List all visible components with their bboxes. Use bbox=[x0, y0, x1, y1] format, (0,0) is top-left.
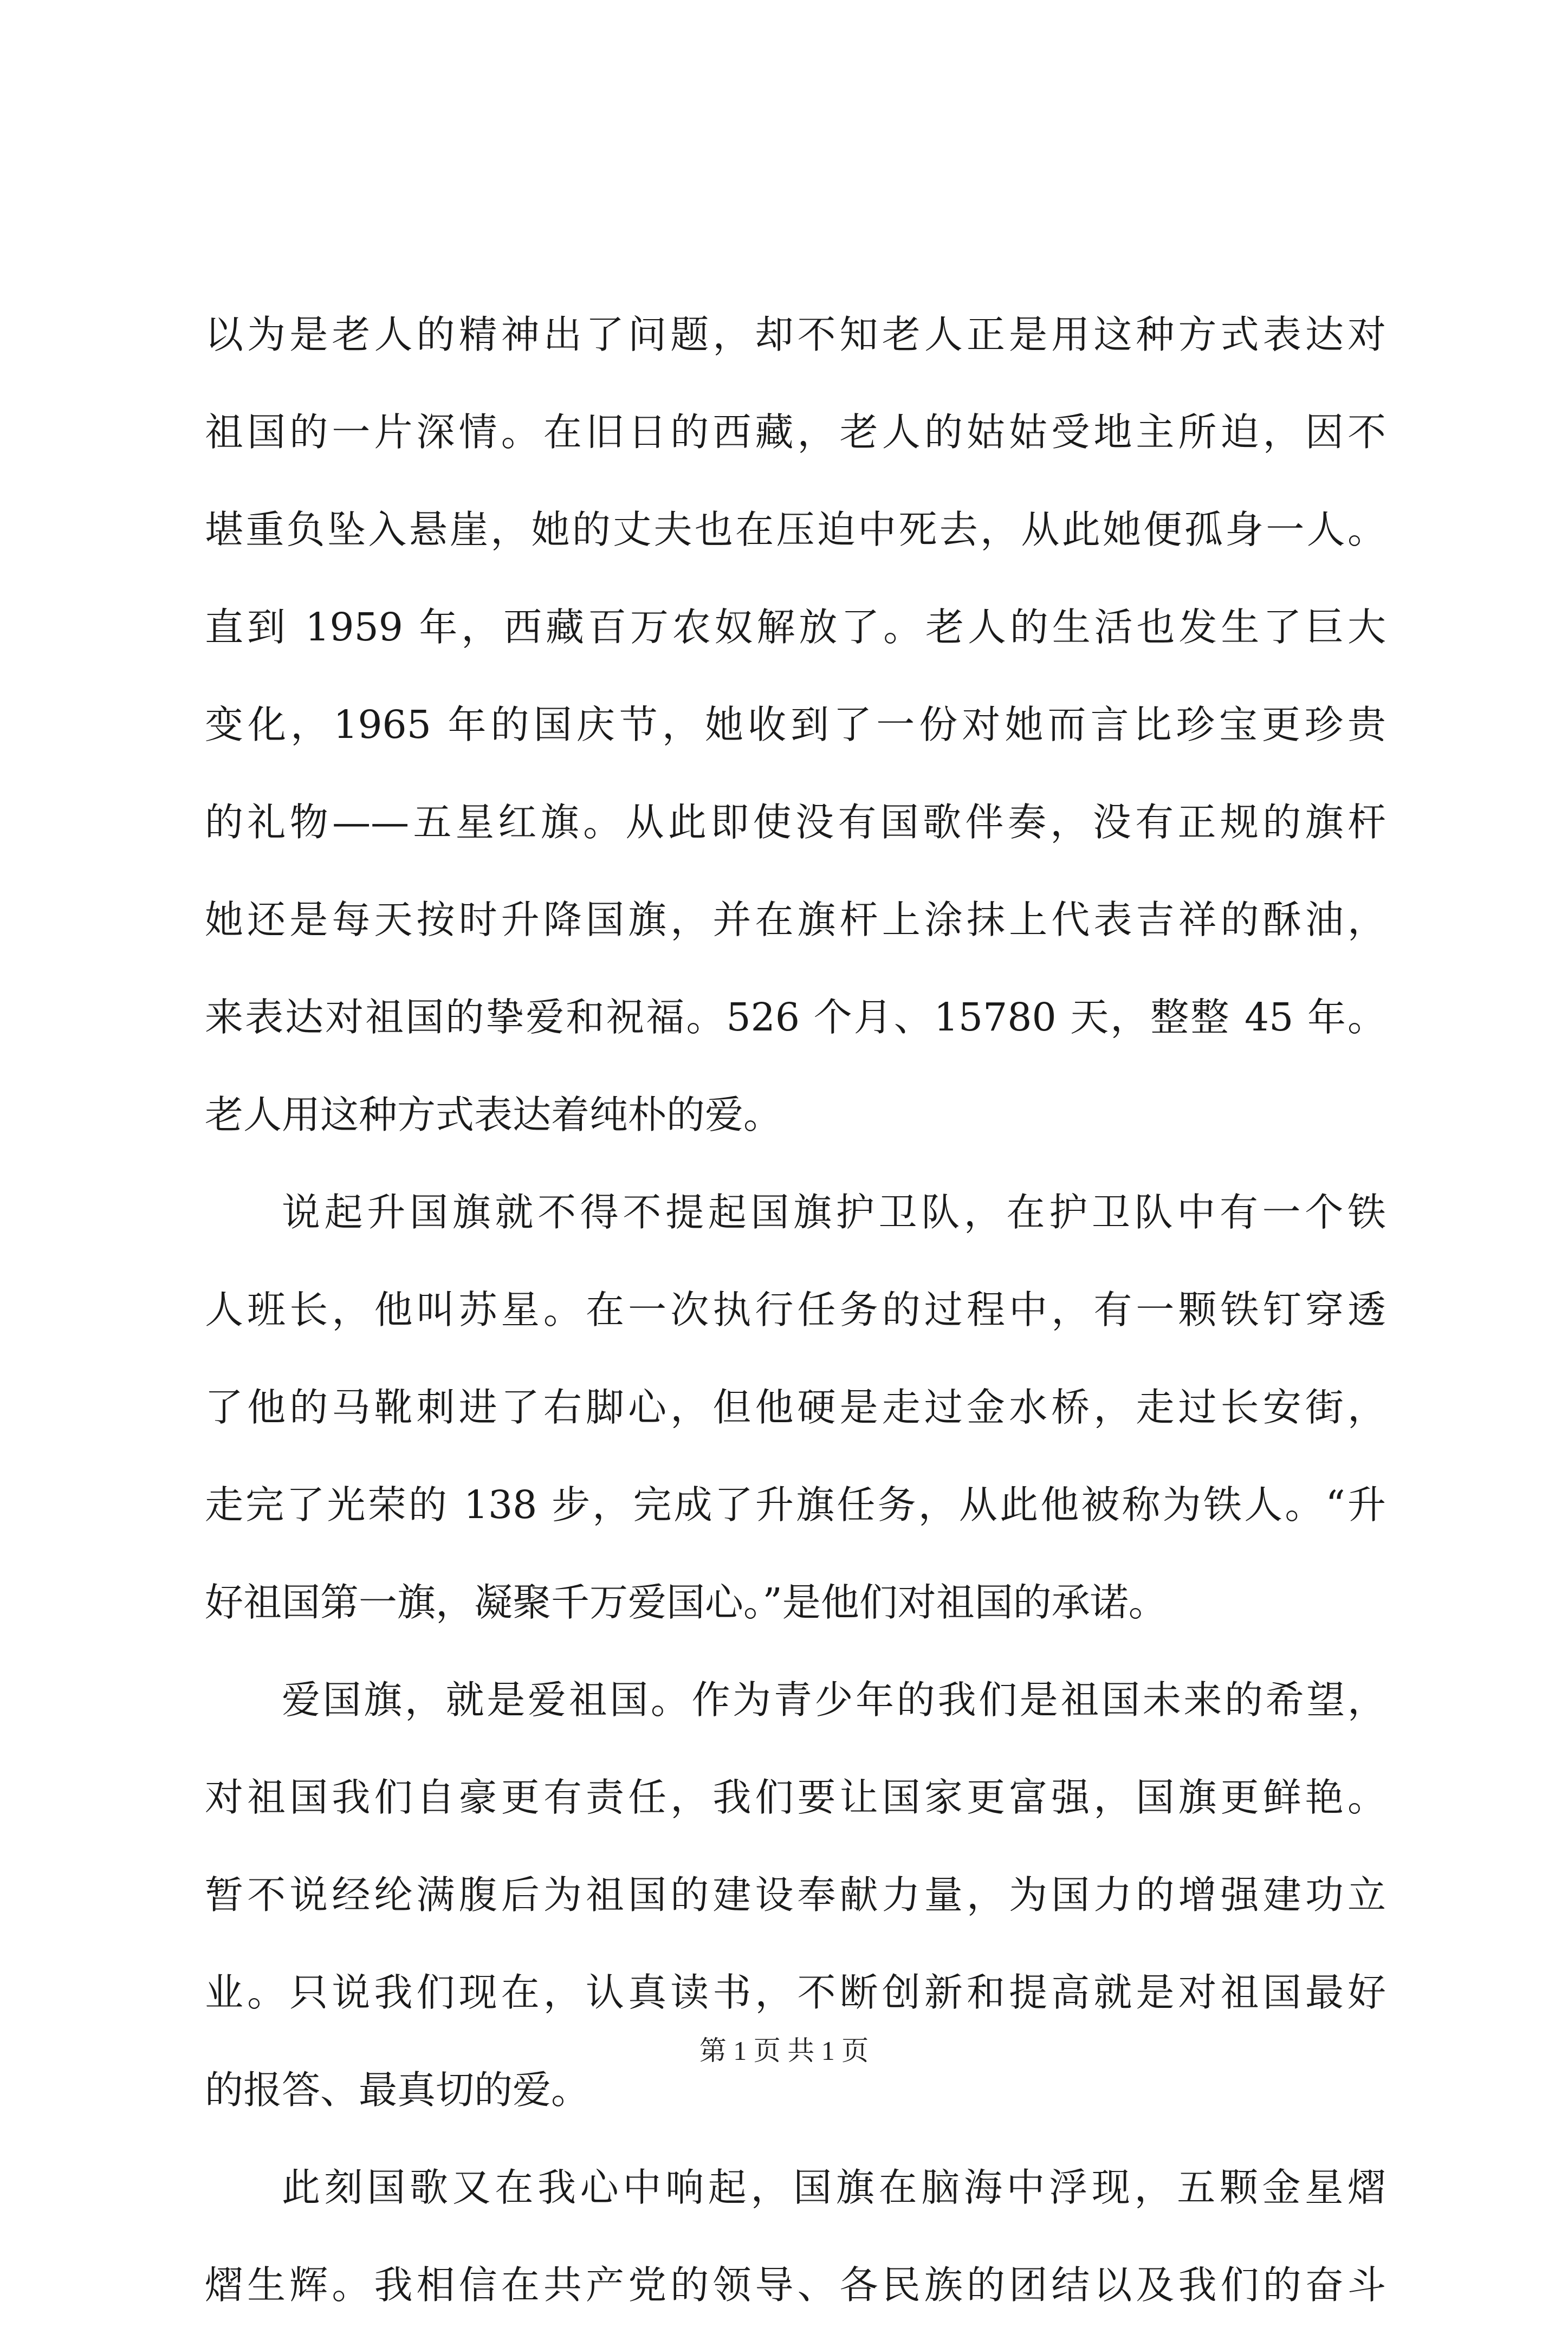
text-line: 爱国旗，就是爱祖国。作为青少年的我们是祖国未来的希望， bbox=[282, 1677, 1386, 1722]
text-line: 变化，1965 年的国庆节，她收到了一份对她而言比珍宝更珍贵 bbox=[205, 702, 1386, 747]
text-line: 来表达对祖国的挚爱和祝福。526 个月、15780 天，整整 45 年。 bbox=[205, 995, 1386, 1040]
text-line: 好祖国第一旗，凝聚千万爱国心。”是他们对祖国的承诺。 bbox=[205, 1580, 1167, 1625]
text-line: 直到 1959 年，西藏百万农奴解放了。老人的生活也发生了巨大 bbox=[205, 605, 1386, 650]
text-line: 人班长，他叫苏星。在一次执行任务的过程中，有一颗铁钉穿透 bbox=[205, 1287, 1386, 1332]
text-line: 说起升国旗就不得不提起国旗护卫队，在护卫队中有一个铁 bbox=[282, 1190, 1386, 1235]
text-line: 此刻国歌又在我心中响起，国旗在脑海中浮现，五颗金星熠 bbox=[282, 2165, 1386, 2210]
text-line: 的礼物——五星红旗。从此即使没有国歌伴奏，没有正规的旗杆 bbox=[205, 800, 1386, 845]
text-line: 业。只说我们现在，认真读书，不断创新和提高就是对祖国最好 bbox=[205, 1970, 1386, 2015]
text-line: 以为是老人的精神出了问题，却不知老人正是用这种方式表达对 bbox=[205, 312, 1386, 357]
text-line: 走完了光荣的 138 步，完成了升旗任务，从此他被称为铁人。“升 bbox=[205, 1482, 1386, 1527]
text-line: 熠生辉。我相信在共产党的领导、各民族的团结以及我们的奋斗 bbox=[205, 2262, 1386, 2307]
text-line: 老人用这种方式表达着纯朴的爱。 bbox=[205, 1092, 782, 1137]
text-line: 祖国的一片深情。在旧日的西藏，老人的姑姑受地主所迫，因不 bbox=[205, 410, 1386, 455]
document-body bbox=[205, 286, 1386, 2334]
page-footer: 第 1 页 共 1 页 bbox=[699, 2035, 869, 2066]
text-line: 的报答、最真切的爱。 bbox=[205, 2067, 590, 2112]
text-line: 暂不说经纶满腹后为祖国的建设奉献力量，为国力的增强建功立 bbox=[205, 1872, 1386, 1917]
text-line: 对祖国我们自豪更有责任，我们要让国家更富强，国旗更鲜艳。 bbox=[205, 1775, 1386, 1820]
text-line: 了他的马靴刺进了右脚心，但他硬是走过金水桥，走过长安街， bbox=[205, 1385, 1386, 1430]
text-line: 堪重负坠入悬崖，她的丈夫也在压迫中死去，从此她便孤身一人。 bbox=[205, 507, 1386, 552]
text-line: 她还是每天按时升降国旗，并在旗杆上涂抹上代表吉祥的酥油， bbox=[205, 897, 1386, 942]
